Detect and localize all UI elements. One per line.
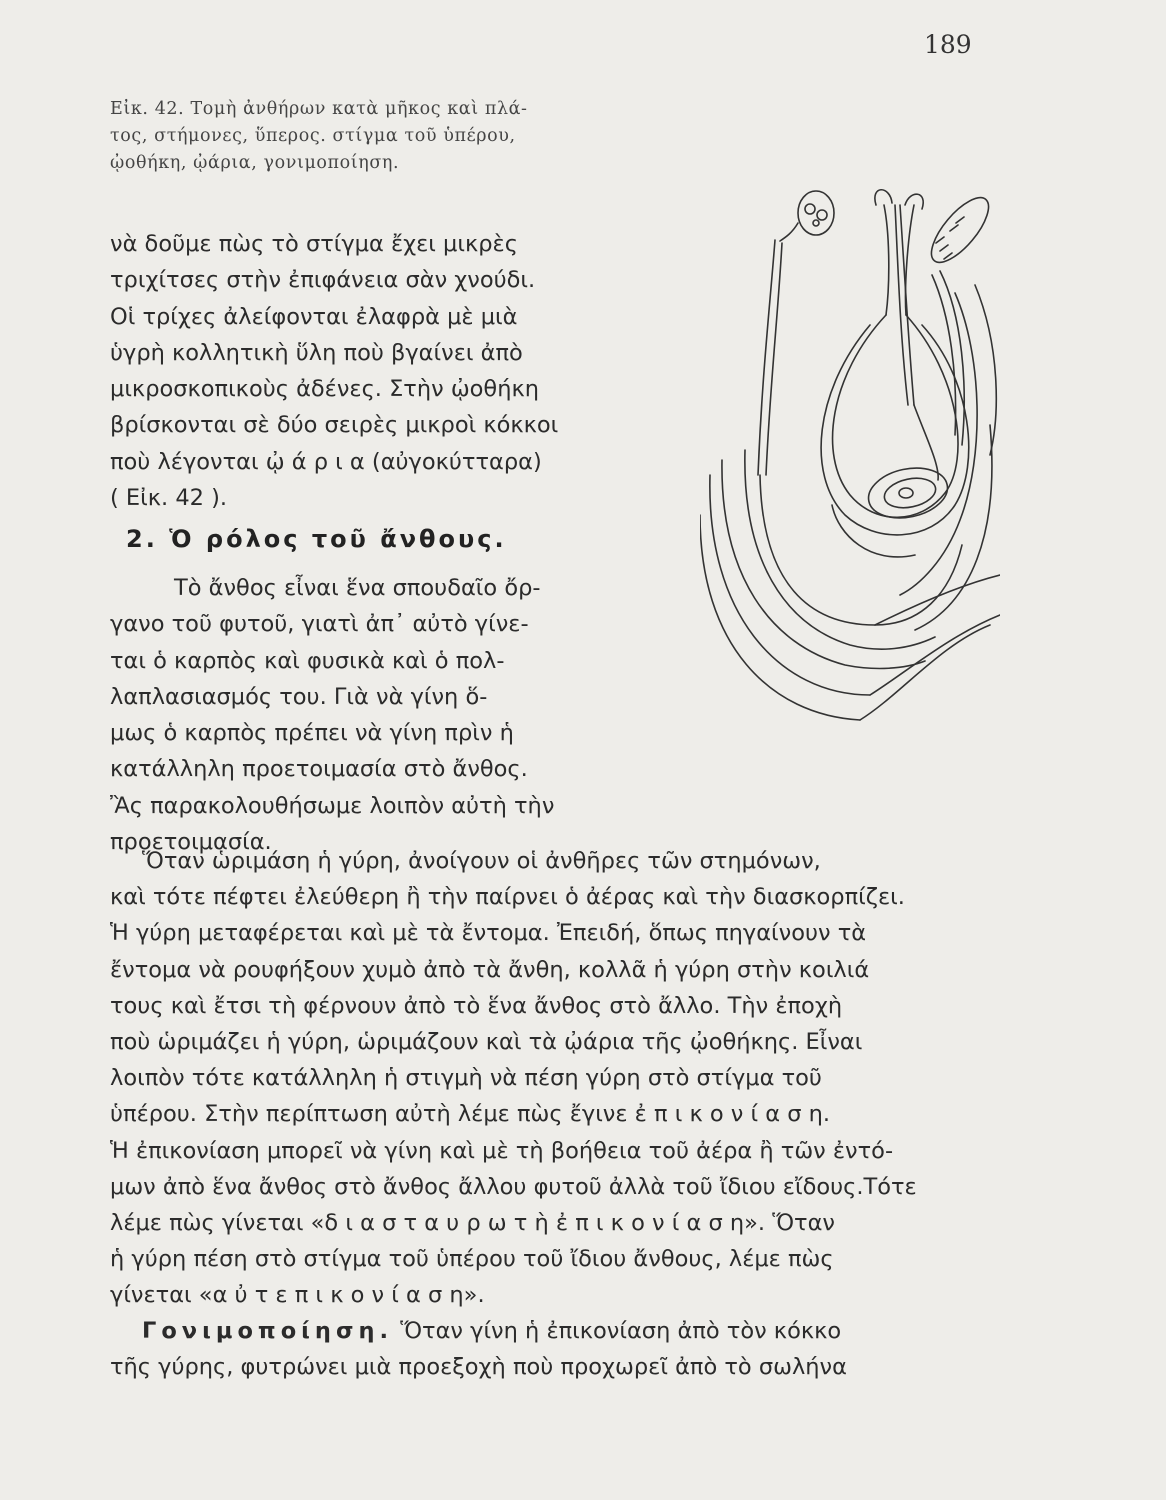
section-heading: 2. Ὁ ρόλος τοῦ ἄνθους. — [126, 525, 507, 553]
text-line: μως ὁ καρπὸς πρέπει νὰ γίνη πρὶν ἡ — [110, 720, 514, 747]
text-line: τῆς γύρης, φυτρώνει μιὰ προεξοχὴ ποὺ προχωρεῖ ἀπὸ τὸ σωλήνα — [110, 1354, 847, 1381]
text-line: ἡ γύρη πέση στὸ στίγμα τοῦ ὑπέρου τοῦ ἴδιου ἄνθους, λέμε πὼς — [110, 1246, 834, 1273]
flower-section-illustration — [700, 175, 1000, 735]
text-line: γίνεται «α ὐ τ ε π ι κ ο ν ί α σ η». — [110, 1282, 485, 1309]
text-line: Ὅταν ὡριμάση ἡ γύρη, ἀνοίγουν οἱ ἀνθῆρες τῶν στημόνων, — [142, 848, 821, 874]
figure-caption — [110, 96, 625, 177]
text-line: τριχίτσες στὴν ἐπιφάνεια σὰν χνούδι. — [110, 267, 536, 294]
text-line: ποὺ λέγονται ᾠ ά ρ ι α (αὐγοκύτταρα) — [110, 448, 542, 475]
paragraph-flower-role — [110, 570, 630, 860]
text-line: μικροσκοπικοὺς ἀδένες. Στὴν ᾠοθήκη — [110, 376, 539, 403]
page-number: 189 — [924, 30, 972, 59]
text-line: Ἡ γύρη μεταφέρεται καὶ μὲ τὰ ἔντομα. Ἐπειδή, ὅπως πηγαίνουν τὰ — [110, 920, 867, 947]
text-line: κατάλληλη προετοιμασία στὸ ἄνθος. — [110, 756, 528, 783]
text-line: βρίσκονται σὲ δύο σειρὲς μικροὶ κόκκοι — [110, 412, 559, 439]
fertilization-lead: Γονιμοποίηση. — [142, 1318, 394, 1344]
text-line: Ἡ ἐπικονίαση μπορεῖ νὰ γίνη καὶ μὲ τὴ βοήθεια τοῦ ἀέρα ἢ τῶν ἐντό- — [110, 1137, 894, 1164]
text-line: καὶ τότε πέφτει ἐλεύθερη ἢ τὴν παίρνει ὁ ἀέρας καὶ τὴν διασκορπίζει. — [110, 884, 905, 911]
text-line: ποὺ ὡριμάζει ἡ γύρη, ὡριμάζουν καὶ τὰ ᾠάρια τῆς ᾠοθήκης. Εἶναι — [110, 1029, 863, 1056]
text-line: Τὸ ἄνθος εἶναι ἕνα σπουδαῖο ὄρ- — [174, 575, 541, 601]
text-line — [110, 1313, 990, 1349]
fertilization-line1: Ὅταν γίνη ἡ ἐπικονίαση ἀπὸ τὸν κόκκο — [393, 1318, 842, 1344]
text-line: ὑγρὴ κολλητικὴ ὕλη ποὺ βγαίνει ἀπὸ — [110, 339, 523, 366]
text-line: Οἱ τρίχες ἀλείφονται ἐλαφρὰ μὲ μιὰ — [110, 303, 518, 330]
flower-section-drawing — [700, 175, 1000, 735]
paragraph-fertilization — [110, 1313, 990, 1385]
text-line: λαπλασιασμός του. Γιὰ νὰ γίνη ὅ- — [110, 683, 488, 710]
text-line: τους καὶ ἔτσι τὴ φέρνουν ἀπὸ τὸ ἕνα ἄνθος στὸ ἄλλο. Τὴν ἐποχὴ — [110, 992, 843, 1019]
caption-line: Εἰκ. 42. Τομὴ ἀνθήρων κατὰ μῆκος καὶ πλά- — [110, 99, 528, 119]
text-line: γανο τοῦ φυτοῦ, γιατὶ ἀπ᾽ αὐτὸ γίνε- — [110, 611, 529, 638]
text-line: Ἂς παρακολουθήσωμε λοιπὸν αὐτὴ τὴν — [110, 792, 555, 819]
paragraph-pollination — [110, 843, 990, 1314]
caption-line: ᾠοθήκη, ᾠάρια, γονιμοποίηση. — [110, 153, 400, 173]
text-line: ται ὁ καρπὸς καὶ φυσικὰ καὶ ὁ πολ- — [110, 647, 505, 674]
text-line: προετοιμασία. — [110, 829, 272, 856]
text-line: ὑπέρου. Στὴν περίπτωση αὐτὴ λέμε πὼς ἔγινε ἐ π ι κ ο ν ί α σ η. — [110, 1101, 831, 1128]
text-line: μων ἀπὸ ἕνα ἄνθος στὸ ἄνθος ἄλλου φυτοῦ ἀλλὰ τοῦ ἴδιου εἴδους.Τότε — [110, 1173, 917, 1200]
paragraph-stigma — [110, 226, 630, 516]
text-line: νὰ δοῦμε πὼς τὸ στίγμα ἔχει μικρὲς — [110, 231, 518, 257]
text-line: λέμε πὼς γίνεται «δ ι α σ τ α υ ρ ω τ ὴ ἐ π ι κ ο ν ί α σ η». Ὅταν — [110, 1210, 835, 1237]
text-line: λοιπὸν τότε κατάλληλη ἡ στιγμὴ νὰ πέση γύρη στὸ στίγμα τοῦ — [110, 1065, 822, 1092]
text-line: ἔντομα νὰ ρουφήξουν χυμὸ ἀπὸ τὰ ἄνθη, κολλᾶ ἡ γύρη στὴν κοιλιά — [110, 956, 870, 983]
caption-line: τος, στήμονες, ὕπερος. στίγμα τοῦ ὑπέρου, — [110, 126, 516, 146]
text-line: ( Εἰκ. 42 ). — [110, 485, 228, 512]
